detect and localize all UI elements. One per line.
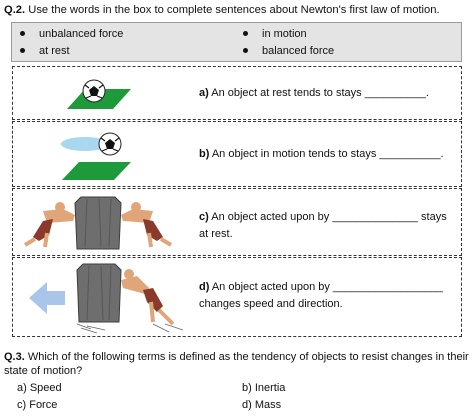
statement-d: d) An object acted upon by __________________ changes speed and direction. xyxy=(199,281,444,310)
man-left-icon xyxy=(25,202,75,247)
grass-patch-icon xyxy=(62,162,131,180)
statement-a: a) An object at rest tends to stays __________. xyxy=(199,87,429,99)
rock-icon xyxy=(75,197,121,249)
man-pushing-icon xyxy=(121,269,183,332)
statement-c: c) An object acted upon by ______________ stays at rest. xyxy=(199,211,447,240)
bullet-icon xyxy=(20,31,25,36)
option-c: c) Force xyxy=(17,399,58,411)
question-3-text: Which of the following terms is defined as the tendency of objects to resist changes in their state of motion? xyxy=(4,351,469,377)
rock-icon xyxy=(77,264,121,322)
option-d: d) Mass xyxy=(242,399,282,411)
word-box xyxy=(11,22,462,62)
option-b: b) Inertia xyxy=(242,382,286,394)
bullet-icon xyxy=(243,31,248,36)
statement-b: b) An object in motion tends to stays __________. xyxy=(199,148,444,160)
bullet-icon xyxy=(20,48,25,53)
ball-at-rest-illustration xyxy=(13,67,193,121)
word-item: in motion xyxy=(243,28,307,41)
word-item: at rest xyxy=(20,45,70,58)
soccer-ball-icon xyxy=(83,80,105,102)
panel-c xyxy=(12,188,462,256)
soccer-ball-icon xyxy=(99,133,121,155)
man-right-icon xyxy=(121,202,171,247)
question-3 xyxy=(4,350,470,378)
arrow-left-icon xyxy=(29,282,65,314)
word-item: balanced force xyxy=(243,45,334,58)
unbalanced-push-illustration xyxy=(13,258,193,338)
question-2-number: Q.2. xyxy=(4,4,26,16)
bullet-icon xyxy=(243,48,248,53)
ball-in-motion-illustration xyxy=(13,122,193,188)
panel-a xyxy=(12,66,462,120)
question-2-text: Use the words in the box to complete sentences about Newton's first law of motion. xyxy=(28,4,440,16)
question-3-number: Q.3. xyxy=(4,351,25,363)
dust-lines-icon xyxy=(77,324,105,333)
panel-b xyxy=(12,121,462,187)
panel-d xyxy=(12,257,462,337)
balanced-push-illustration xyxy=(13,189,193,257)
word-item: unbalanced force xyxy=(20,28,123,41)
option-a: a) Speed xyxy=(17,382,62,394)
question-2 xyxy=(4,3,440,17)
